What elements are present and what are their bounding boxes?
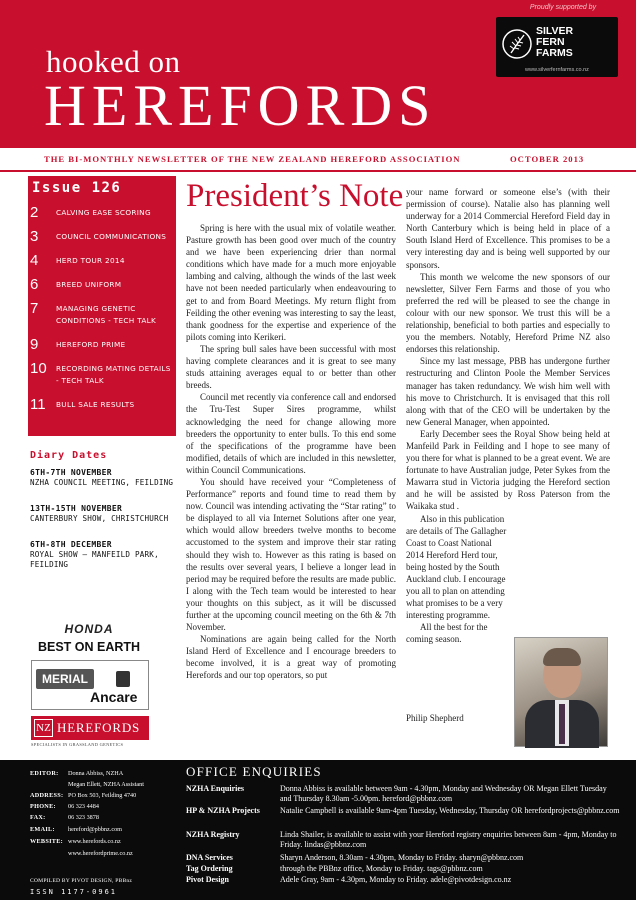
footer-website-row[interactable]: WEBSITE: www.herefords.co.nz [30,838,121,845]
office-value: Sharyn Anderson, 8.30am - 4.30pm, Monday to Friday. sharyn@pbbnz.com [280,853,524,862]
paragraph: All the best for the coming season. [406,622,488,645]
office-value: Adele Gray, 9am - 4.30pm, Monday to Friday. adele@pivotdesign.co.nz [280,875,512,884]
paragraph: The spring bull sales have been successful with most having complete clearances and it is great to see many studs attaining averages equal to or better than other breeds. [186,343,396,391]
toc-label: RECORDING MATING DETAILS - TECH TALK [56,364,171,385]
toc-page-number: 10 [30,360,47,377]
nz-herefords-tagline: SPECIALISTS IN GRASSLAND GENETICS [31,742,124,747]
office-key: HP & NZHA Projects [186,806,260,815]
nz-mark: NZ [34,719,53,737]
toc-label: MANAGING GENETIC CONDITIONS - TECH TALK [56,304,157,325]
president-photo [514,637,608,747]
nz-herefords-wordmark: HEREFORDS [57,720,141,735]
paragraph: Spring is here with the usual mix of volatile weather. Pasture growth has been good over much of the country and we have been experiencing drier than normal conditions which have made for a much more enjoyable lambing and calving, although the winds of the last week have not been needed particularly when endeavouring to get to and from Board Meetings. My return flight from Feilding the other evening was interesting to say the least, thank goodness for the expertise and experience of the pilots coming into Kerikeri. [186,223,396,342]
diary-event: CANTERBURY SHOW, CHRISTCHURCH [30,514,169,523]
masthead-title: HEREFORDS [44,73,437,138]
diary-entry [30,468,178,488]
toc-page-number: 3 [30,228,39,245]
diary-date: 6TH-7TH NOVEMBER [30,468,112,477]
article-column-2 [406,186,610,646]
diary-entry [30,504,178,524]
office-key: DNA Services [186,853,233,862]
header-divider [0,170,636,172]
tagline-bar [0,148,636,170]
paragraph: Early December sees the Royal Show being held at Manfeild Park in Feilding and I hope to see many of you there for what is planned to be a great event. We are fortunate to have Australian judge, Peter Sykes from the Mawarra stud in Victoria judging the Hereford section and he will be assisted by Ross Paterson from the Waikaka stud . [406,428,610,512]
toc-label: CALVING EASE SCORING [56,208,151,217]
toc-page-number: 7 [30,300,39,317]
office-key: NZHA Enquiries [186,784,245,793]
toc-page-number: 2 [30,204,39,221]
diary-entry [30,540,178,570]
issn: ISSN 1177-0961 [30,888,118,896]
toc-label: HEREFORD PRIME [56,340,126,349]
diary-date: 13TH-15TH NOVEMBER [30,504,123,513]
office-value: Natalie Campbell is available 9am-4pm Tuesday, Wednesday, Thursday OR herefordprojects@pbbnz.com [280,806,620,815]
office-value: through the PBBnz office, Monday to Friday. tags@pbbnz.com [280,864,483,873]
office-enquiries-title: OFFICE ENQUIRIES [186,764,322,779]
ancare-icon [116,671,130,687]
toc-label: HERD TOUR 2014 [56,256,125,265]
paragraph: You should have received your “Completeness of Performance” reports and found time to read them by now. Council was intending activating the “Star rating” to be displayed to all via Internet Solutions after one year, which would allow breeders twelve months to become accustomed to the system and improve their star rating should they wish to. However as this rating is based on the results over several years, I believe a longer lead in period may be required before the results are made public. I along with the Tech team would be interested to hear your thoughts on this subject, as it will be discussed further at the upcoming council meeting on the 6th & 7th November. [186,476,396,633]
contents-panel [28,176,176,436]
toc-page-number: 9 [30,336,39,353]
masthead [0,0,636,148]
masthead-subtitle: hooked on [46,44,181,79]
paragraph: Since my last message, PBB has undergone further restructuring and Clinton Poole the Member Services manager has taken redundancy. We wish him well with his move to Christchurch. It is envisaged that this roll along with that of the CEO will be undertaken by the new General Manager, when appointed. [406,356,610,427]
issue-date: OCTOBER 2013 [510,154,585,164]
nz-herefords-logo [31,716,149,740]
toc-label: COUNCIL COMMUNICATIONS [56,232,167,241]
sponsor-logo [496,17,618,77]
tagline: THE BI-MONTHLY NEWSLETTER OF THE NEW ZEALAND HEREFORD ASSOCIATION [44,154,461,164]
toc-label: BULL SALE RESULTS [56,400,135,409]
office-value: Donna Abbiss is available between 9am - 4.30pm, Monday and Wednesday OR Megan Ellett Tuesday and Thursday 8.30am -5.00pm. hereford@pbbnz.com [280,784,607,804]
office-key: Pivot Design [186,875,229,884]
toc-page-number: 4 [30,252,39,269]
ancare-logo: Ancare [90,689,138,705]
honda-slogan: BEST ON EARTH [37,640,141,654]
office-key: NZHA Registry [186,830,240,839]
paragraph: your name forward or someone else’s (with their permission of course). Natalie also has planning well underway for a 2014 Commercial Hereford Field day in North Canterbury which is being held in place of a South Island Herd of Excellence. This promises to be a very interesting day and is being well supported by our sponsors. [406,187,610,270]
honda-logo: HONDA [64,622,114,636]
diary-event: NZHA COUNCIL MEETING, FEILDING [30,478,174,487]
toc-page-number: 6 [30,276,39,293]
footer-website-row[interactable]: www.herefordprime.co.nz [68,850,133,857]
sponsor-name: SILVER FERN FARMS [536,25,574,59]
footer-contact-row: PHONE: 06 323 4484 [30,803,99,810]
footer-contact-row: Megan Ellett, NZHA Assistant [68,781,144,788]
paragraph: Also in this publication are details of The Gallagher Coast to Coast National 2014 Hereford Herd tour, being hosted by the South Auckland club. I encourage you all to plan on attending what promises to be a very interesting programme. [406,513,507,621]
toc-label: BREED UNIFORM [56,280,122,289]
fern-icon [502,29,532,59]
merial-logo: MERIAL [36,669,94,689]
footer-contact-row: EDITOR: Donna Abbiss, NZHA [30,770,124,777]
footer-contact-row: ADDRESS: PO Box 503, Feilding 4740 [30,792,137,799]
paragraph: This month we welcome the new sponsors of our newsletter, Silver Fern Farms and those of you who preferred the red will be pleased to see the change in colour with our new sponsor. We trust this will be a relationship, beneficial to both parties and especially to you the members. Notably, Hereford Prime NZ also endorses this relationship. [406,271,610,355]
issue-number: Issue 126 [32,180,122,196]
sponsor-url: www.silverfernfarms.co.nz [525,67,589,73]
diary-title: Diary Dates [30,450,108,461]
merial-ancare-logo [31,660,149,710]
paragraph: Nominations are again being called for the North Island Herd of Excellence and I encourage breeders to become involved, it is a great way of promoting Herefords and our top operators, so put [186,634,396,681]
article-column-1 [186,222,396,682]
footer-email-row[interactable]: EMAIL: hereford@pbbnz.com [30,826,122,833]
diary-date: 6TH-8TH DECEMBER [30,540,112,549]
toc-page-number: 11 [30,396,46,413]
compiled-by: COMPILED BY PIVOT DESIGN, PBBnz [30,878,133,884]
article-title: President’s Note [186,178,404,214]
paragraph: Council met recently via conference call and endorsed the Tru-Test Super Sires programme, whilst acknowledging the need for change allowing more breeders the opportunity to enter bulls. To this end some of the specifications of the programme have been modified, details of which are included in this newsletter, within Council Communications. [186,392,396,475]
sponsor-label: Proudly supported by [529,4,597,11]
office-key: Tag Ordering [186,864,233,873]
signature: Philip Shepherd [406,713,464,723]
diary-event: ROYAL SHOW – MANFEILD PARK, FEILDING [30,550,159,569]
footer-contact-row: FAX: 06 323 3878 [30,814,99,821]
office-value: Linda Shailer, is available to assist with your Hereford registry enquiries between 8am - 4pm, Monday to Friday. lindas@pbbnz.com [280,830,617,850]
